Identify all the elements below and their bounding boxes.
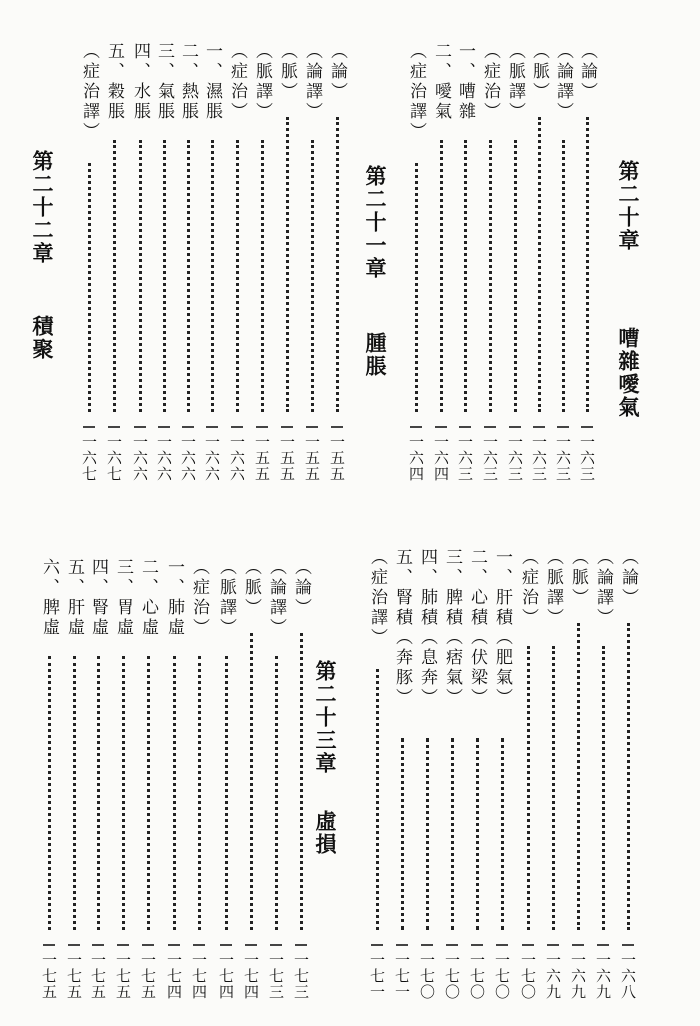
leader-dots xyxy=(538,117,541,412)
toc-entry[interactable]: 五、穀脹 xyxy=(104,42,124,122)
leader-dots xyxy=(501,738,504,930)
toc-entry[interactable]: 六、脾虛 xyxy=(39,558,59,638)
page-number: 一七三 xyxy=(292,952,310,1000)
leader-dots xyxy=(426,738,429,930)
chapter-heading xyxy=(30,150,55,361)
leader-dots xyxy=(577,623,580,930)
page-number: 一六六 xyxy=(131,434,149,482)
page-dash xyxy=(43,944,55,946)
page-dash xyxy=(435,426,447,428)
page-number: 一五五 xyxy=(328,434,346,482)
page-number: 一七〇 xyxy=(493,952,511,1000)
page-number: 一六七 xyxy=(105,434,123,482)
leader-dots xyxy=(48,656,51,930)
chapter-title: 虛損 xyxy=(313,810,338,856)
page-number: 一六四 xyxy=(432,434,450,482)
leader-dots xyxy=(376,669,379,930)
page-number: 一六六 xyxy=(179,434,197,482)
leader-dots xyxy=(261,140,264,412)
page-dash xyxy=(622,944,634,946)
chapter-heading xyxy=(363,165,388,378)
leader-dots xyxy=(88,163,91,412)
toc-entry[interactable]: 二、心積（伏梁） xyxy=(467,548,487,708)
leader-dots xyxy=(139,140,142,412)
page-dash xyxy=(295,944,307,946)
page-number: 一七四 xyxy=(165,952,183,1000)
leader-dots xyxy=(514,140,517,412)
leader-dots xyxy=(311,140,314,412)
toc-entry[interactable]: （論） xyxy=(577,42,597,102)
leader-dots xyxy=(602,646,605,930)
leader-dots xyxy=(113,140,116,412)
page-number: 一五五 xyxy=(253,434,271,482)
toc-entry[interactable]: （脈譯） xyxy=(543,548,563,628)
leader-dots xyxy=(173,656,176,930)
page-dash xyxy=(245,944,257,946)
page-number: 一七〇 xyxy=(443,952,461,1000)
toc-entry[interactable]: 一、嘈雜 xyxy=(455,42,475,122)
toc-entry[interactable]: 一、濕脹 xyxy=(202,42,222,122)
page-number: 一六三 xyxy=(530,434,548,482)
page-number: 一七五 xyxy=(89,952,107,1000)
page-dash xyxy=(142,944,154,946)
chapter-title: 嘈雜噯氣 xyxy=(616,327,641,419)
page-dash xyxy=(371,944,383,946)
toc-entry[interactable]: 四、肺積（息奔） xyxy=(417,548,437,708)
toc-entry[interactable]: 五、腎積（奔豚） xyxy=(392,548,412,708)
page-number: 一六八 xyxy=(619,952,637,1000)
toc-entry[interactable]: （症治譯） xyxy=(406,42,426,142)
toc-entry[interactable]: 四、腎虛 xyxy=(88,558,108,638)
leader-dots xyxy=(627,623,630,930)
toc-entry[interactable]: （論譯） xyxy=(266,558,286,638)
leader-dots xyxy=(147,656,150,930)
page-number: 一七五 xyxy=(139,952,157,1000)
toc-entry[interactable]: （症治） xyxy=(518,548,538,628)
page-number: 一六三 xyxy=(456,434,474,482)
leader-dots xyxy=(275,656,278,930)
leader-dots xyxy=(552,646,555,930)
page-dash xyxy=(168,944,180,946)
page-number: 一六六 xyxy=(228,434,246,482)
chapter-number: 第二十三章 xyxy=(313,660,338,775)
leader-dots xyxy=(336,117,339,412)
page-number: 一六七 xyxy=(80,434,98,482)
page-number: 一七四 xyxy=(217,952,235,1000)
page-dash xyxy=(231,426,243,428)
leader-dots xyxy=(163,140,166,412)
page-dash xyxy=(117,944,129,946)
page-number: 一七五 xyxy=(114,952,132,1000)
page-number: 一七四 xyxy=(242,952,260,1000)
toc-entry[interactable]: （症治） xyxy=(227,42,247,122)
page-number: 一七〇 xyxy=(468,952,486,1000)
page-dash xyxy=(522,944,534,946)
chapter-number: 第二十一章 xyxy=(363,165,388,280)
toc-entry[interactable]: （症治） xyxy=(480,42,500,122)
leader-dots xyxy=(236,140,239,412)
chapter-number: 第二十章 xyxy=(616,160,641,252)
page-dash xyxy=(410,426,422,428)
toc-entry[interactable]: 一、肺虛 xyxy=(164,558,184,638)
toc-entry[interactable]: （脈譯） xyxy=(252,42,272,122)
toc-entry[interactable]: （論） xyxy=(291,558,311,618)
page-dash xyxy=(182,426,194,428)
toc-entry[interactable]: 二、心虛 xyxy=(138,558,158,638)
toc-entry[interactable]: 二、噯氣 xyxy=(431,42,451,122)
page-number: 一七〇 xyxy=(418,952,436,1000)
page-dash xyxy=(306,426,318,428)
page-number: 一六三 xyxy=(578,434,596,482)
page-number: 一六四 xyxy=(407,434,425,482)
leader-dots xyxy=(527,646,530,930)
toc-entry[interactable]: （論） xyxy=(327,42,347,102)
toc-entry[interactable]: 四、水脹 xyxy=(130,42,150,122)
leader-dots xyxy=(286,117,289,412)
toc-entry[interactable]: （脈） xyxy=(529,42,549,102)
page-dash xyxy=(533,426,545,428)
page-number: 一七一 xyxy=(393,952,411,1000)
page-dash xyxy=(484,426,496,428)
page-number: 一六九 xyxy=(569,952,587,1000)
toc-entry[interactable]: （脈） xyxy=(568,548,588,608)
page-dash xyxy=(158,426,170,428)
toc-entry[interactable]: （論譯） xyxy=(302,42,322,122)
leader-dots xyxy=(415,163,418,412)
toc-entry[interactable]: （症治） xyxy=(189,558,209,638)
page-number: 一六九 xyxy=(544,952,562,1000)
page-number: 一六三 xyxy=(481,434,499,482)
leader-dots xyxy=(401,738,404,930)
toc-entry[interactable]: （脈譯） xyxy=(216,558,236,638)
page-dash xyxy=(83,426,95,428)
page-number: 一六九 xyxy=(594,952,612,1000)
page-dash xyxy=(206,426,218,428)
toc-entry[interactable]: （脈） xyxy=(277,42,297,102)
page-dash xyxy=(557,426,569,428)
toc-entry[interactable]: 二、熱脹 xyxy=(178,42,198,122)
page-dash xyxy=(459,426,471,428)
page-number: 一七〇 xyxy=(519,952,537,1000)
leader-dots xyxy=(440,140,443,412)
page-dash xyxy=(220,944,232,946)
leader-dots xyxy=(73,656,76,930)
toc-entry[interactable]: （症治譯） xyxy=(79,42,99,142)
leader-dots xyxy=(198,656,201,930)
page-dash xyxy=(68,944,80,946)
page-dash xyxy=(572,944,584,946)
toc-entry[interactable]: （脈譯） xyxy=(505,42,525,122)
page-number: 一七五 xyxy=(40,952,58,1000)
page-number: 一五五 xyxy=(303,434,321,482)
toc-entry[interactable]: 三、氣脹 xyxy=(154,42,174,122)
chapter-heading xyxy=(616,160,641,419)
page-dash xyxy=(581,426,593,428)
leader-dots xyxy=(464,140,467,412)
page-dash xyxy=(108,426,120,428)
page-dash xyxy=(270,944,282,946)
page-dash xyxy=(134,426,146,428)
page-dash xyxy=(547,944,559,946)
page-dash xyxy=(496,944,508,946)
page-dash xyxy=(421,944,433,946)
page-number: 一七五 xyxy=(65,952,83,1000)
toc-entry[interactable]: 三、脾積（痞氣） xyxy=(442,548,462,708)
page-dash xyxy=(509,426,521,428)
chapter-title: 積聚 xyxy=(30,315,55,361)
toc-entry[interactable]: 五、肝虛 xyxy=(64,558,84,638)
page-dash xyxy=(446,944,458,946)
toc-entry[interactable]: （論） xyxy=(618,548,638,608)
toc-entry[interactable]: （論譯） xyxy=(553,42,573,122)
leader-dots xyxy=(451,738,454,930)
page-number: 一六六 xyxy=(155,434,173,482)
page-number: 一六六 xyxy=(203,434,221,482)
page-number: 一七一 xyxy=(368,952,386,1000)
leader-dots xyxy=(211,140,214,412)
page-dash xyxy=(92,944,104,946)
page-dash xyxy=(281,426,293,428)
page-dash xyxy=(331,426,343,428)
toc-entry[interactable]: 三、胃虛 xyxy=(113,558,133,638)
page-number: 一六三 xyxy=(554,434,572,482)
leader-dots xyxy=(122,656,125,930)
leader-dots xyxy=(187,140,190,412)
page-number: 一六三 xyxy=(506,434,524,482)
page-number: 一五五 xyxy=(278,434,296,482)
page-dash xyxy=(471,944,483,946)
leader-dots xyxy=(489,140,492,412)
leader-dots xyxy=(586,117,589,412)
leader-dots xyxy=(225,656,228,930)
toc-entry[interactable]: 一、肝積（肥氣） xyxy=(492,548,512,708)
leader-dots xyxy=(300,633,303,930)
page-number: 一七三 xyxy=(267,952,285,1000)
toc-entry[interactable]: （論譯） xyxy=(593,548,613,628)
page-dash xyxy=(597,944,609,946)
chapter-number: 第二十二章 xyxy=(30,150,55,265)
toc-entry[interactable]: （症治譯） xyxy=(367,548,387,648)
leader-dots xyxy=(97,656,100,930)
leader-dots xyxy=(562,140,565,412)
page-dash xyxy=(193,944,205,946)
page-number: 一七四 xyxy=(190,952,208,1000)
chapter-title: 腫脹 xyxy=(363,332,388,378)
page-dash xyxy=(256,426,268,428)
leader-dots xyxy=(250,633,253,930)
chapter-heading xyxy=(313,660,338,856)
page-dash xyxy=(396,944,408,946)
leader-dots xyxy=(476,738,479,930)
toc-entry[interactable]: （脈） xyxy=(241,558,261,618)
